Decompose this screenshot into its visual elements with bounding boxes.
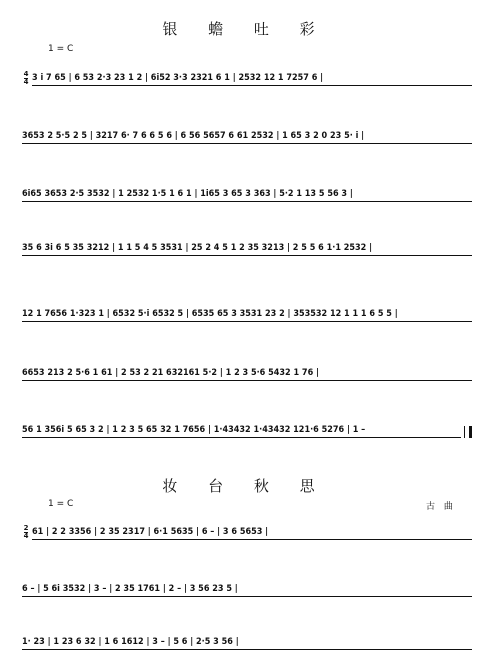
final-barline: [464, 426, 472, 438]
notation-line: 6i65 3653 2·5 3532 | 1 2532 1·5 1 6 1 | 1i65 3 65 3 363 | 5·2 1 13 5 56 3 |: [22, 189, 472, 202]
notation-line: 61 | 2 2 3356 | 2 35 2317 | 6·1 5635 | 6 – | 3 6 5653 |: [32, 527, 472, 540]
piece1-line-7: [22, 426, 472, 438]
notation-line: 56 1 356i 5 65 3 2 | 1 2 3 5 65 32 1 7656 | 1·43432 1·43432 121·6 5276 | 1 –: [22, 425, 461, 438]
piece1-line-3: [22, 190, 472, 202]
piece1-line-2: [22, 132, 472, 144]
piece1-line-1: [22, 70, 472, 86]
notation-line: 35 6 3i 6 5 35 3212 | 1 1 5 4 5 3531 | 25 2 4 5 1 2 35 3213 | 2 5 5 6 1·1 2532 |: [22, 243, 472, 256]
piece2-credit: 古 曲: [426, 502, 456, 512]
notation-line: 12 1 7656 1·323 1 | 6532 5·i 6532 5 | 6535 65 3 3531 23 2 | 353532 12 1 1 1 6 5 5 |: [22, 309, 472, 322]
piece1-title: 银 蟾 吐 彩: [162, 20, 328, 38]
notation-line: 3653 2 5·5 2 5 | 3217 6· 7 6 6 5 6 | 6 56 5657 6 61 2532 | 1 65 3 2 0 23 5· i |: [22, 131, 472, 144]
notation-line: 6653 213 2 5·6 1 61 | 2 53 2 21 632161 5·2 | 1 2 3 5·6 5432 1 76 |: [22, 368, 472, 381]
piece1-line-4: [22, 244, 472, 256]
piece1-line-6: [22, 369, 472, 381]
piece1-time-signature: 4 4: [23, 70, 29, 86]
notation-line: 6 – | 5 6i 3532 | 3 – | 2 35 1761 | 2 – | 3 56 23 5 |: [22, 584, 472, 597]
notation-line: 1· 23 | 1 23 6 32 | 1 6 1612 | 3 – | 5 6 | 2·5 3 56 |: [22, 637, 472, 650]
piece1-line-5: [22, 310, 472, 322]
piece2-title: 妆 台 秋 思: [162, 477, 328, 495]
piece2-line-1: [22, 524, 472, 540]
notation-line: 3 i 7 65 | 6 53 2·3 23 1 2 | 6i52 3·3 2321 6 1 | 2532 12 1 7257 6 |: [32, 73, 472, 86]
piece2-key: 1 = C: [48, 499, 74, 509]
piece2-line-2: [22, 585, 472, 597]
piece1-key: 1 = C: [48, 44, 74, 54]
piece2-time-signature: 2 4: [23, 524, 29, 540]
piece2-line-3: [22, 638, 472, 650]
